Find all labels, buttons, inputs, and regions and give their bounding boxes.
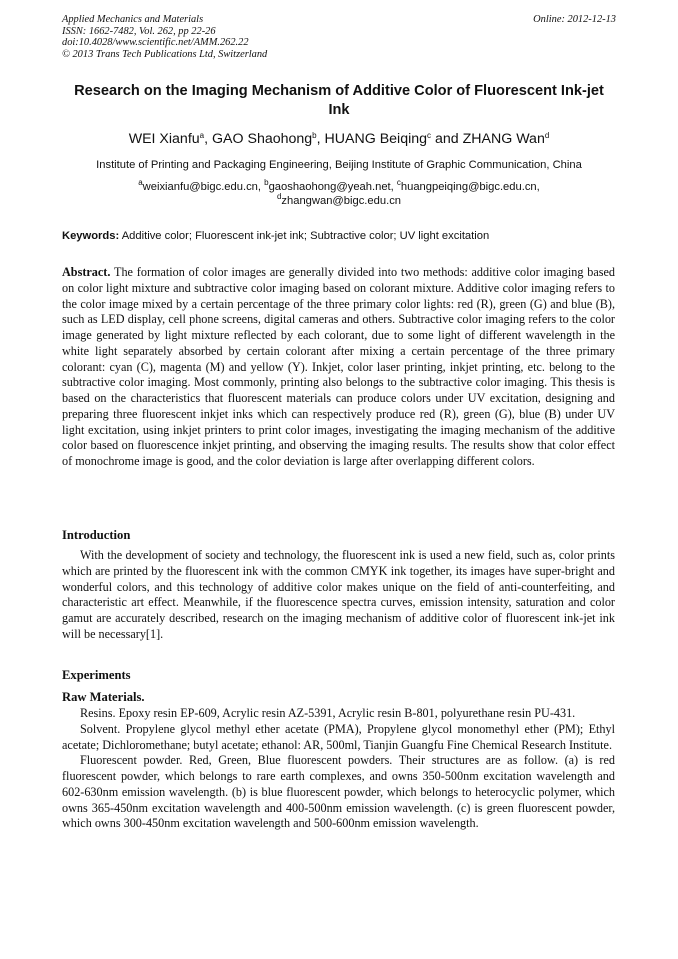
author-name: GAO Shaohong bbox=[212, 131, 313, 147]
journal-header bbox=[62, 14, 616, 60]
introduction-heading: Introduction bbox=[62, 528, 131, 542]
author-name: ZHANG Wan bbox=[462, 131, 545, 147]
paper-title: Research on the Imaging Mechanism of Additive Color of Fluorescent Ink-jet Ink bbox=[74, 83, 604, 118]
author-affil-mark: d bbox=[544, 131, 550, 140]
introduction-text: With the development of society and technology, the fluorescent ink is used a new field, such as, color prints which are printed by the fluorescent ink with the common CMYK ink together, its images have super-bright and wonderful colors, and this technology of additive color makes unique on the field of anti-counterfeiting, and characteristic art effect. Meanwhile, if the fluorescence spectra curves, emission intensity, saturation and color gamut are accurately described, research on the imaging mechanism of additive color of fluorescent ink-jet ink will be necessary[1]. bbox=[62, 548, 615, 641]
email-link[interactable]: huangpeiqing@bigc.edu.cn, bbox=[400, 181, 540, 193]
experiments-heading: Experiments bbox=[62, 668, 131, 682]
powder-paragraph: Fluorescent powder. Red, Green, Blue fluorescent powders. Their structures are as follow. (a) is red fluorescent powder, which belongs to rare earth complexes, and owns 350-500nm excitation wavelength and 602-630nm emission wavelength. (b) is blue fluorescent powder, which belongs to heterocyclic polymer, which owns 365-450nm excitation wavelength and 400-500nm emission wavelength. (c) is green fluorescent powder, which owns 300-450nm excitation wavelength and 500-600nm emission wavelength. bbox=[62, 753, 615, 831]
author-name: WEI Xianfu bbox=[128, 131, 200, 147]
author-name: HUANG Beiqing bbox=[324, 131, 428, 147]
email-link[interactable]: weixianfu@bigc.edu.cn bbox=[142, 181, 258, 193]
email-mark: a bbox=[138, 178, 143, 187]
author-separator: , bbox=[204, 131, 212, 147]
author-affil-mark: c bbox=[427, 131, 432, 140]
keywords bbox=[62, 229, 616, 243]
solvent-paragraph: Solvent. Propylene glycol methyl ether acetate (PMA), Propylene glycol monomethyl ether (PM); Ethyl acetate; Dichloromethane; butyl acetate; ethanol: AR, 500ml, Tianjin Guangfu Fine Chemical Research Institute. bbox=[62, 721, 615, 752]
raw-materials bbox=[62, 706, 615, 832]
email-mark: d bbox=[276, 192, 282, 201]
email-list bbox=[62, 180, 616, 208]
email-mark: b bbox=[264, 178, 269, 187]
keywords-label: Keywords: bbox=[62, 230, 120, 242]
author-affil-mark: a bbox=[199, 131, 205, 140]
email-separator: , bbox=[257, 181, 265, 193]
email-link[interactable]: zhangwan@bigc.edu.cn bbox=[281, 195, 402, 207]
keywords-text: Additive color; Fluorescent ink-jet ink; Subtractive color; UV light excitation bbox=[121, 230, 490, 242]
journal-name: Applied Mechanics and Materials bbox=[62, 14, 204, 25]
abstract bbox=[62, 265, 615, 470]
author-list bbox=[62, 130, 616, 148]
issn-line: ISSN: 1662-7482, Vol. 262, pp 22-26 bbox=[62, 25, 216, 37]
doi-line: doi:10.4028/www.scientific.net/AMM.262.22 bbox=[62, 37, 249, 49]
institution: Institute of Printing and Packaging Engineering, Beijing Institute of Graphic Communication, China bbox=[96, 159, 582, 171]
author-separator: , bbox=[316, 131, 325, 147]
author-affil-mark: b bbox=[312, 131, 317, 140]
resins-paragraph: Resins. Epoxy resin EP-609, Acrylic resin AZ-5391, Acrylic resin B-801, polyurethane resin PU-431. bbox=[80, 706, 576, 720]
email-link[interactable]: gaoshaohong@yeah.net bbox=[268, 181, 391, 193]
author-separator: and bbox=[431, 131, 463, 147]
raw-materials-heading: Raw Materials. bbox=[62, 690, 145, 704]
abstract-label: Abstract. bbox=[62, 265, 111, 279]
online-date: Online: 2012-12-13 bbox=[533, 14, 616, 25]
email-separator: , bbox=[390, 181, 397, 193]
abstract-text: The formation of color images are generally divided into two methods: additive color imaging based on color light mixture and subtractive color imaging based on colorant mixture. Additive color imaging refers to the color image mixed by a certain percentage of the three primary color lights: red (R), green (G) and blue (B), such as LED display, cell phone screens, digital cameras and others. Subtractive color imaging refers to the color image generated by light mixture reflected by each colorant, due to some light of different wavelength in the white light separately absorbed by certain colorant after mixing a certain percentage of the three primary colorant: cyan (C), magenta (M) and yellow (Y). Inkjet, color laser printing, inkjet printing, etc. belong to the subtractive color imaging. Most commonly, printing also belongs to the subtractive color imaging. This thesis is based on the characteristics that fluorescent materials can produce colors under UV excitation, designing and preparing three fluorescent inkjet inks which can respectively produce red (R), green (G), blue (B) under UV light excitation, using inkjet printers to print color images, investigating the imaging mechanism of the additive color based on fluorescence inkjet printing, and observing the imaging results. The results show that color effect of monochrome image is good, and the color deviation is large after overlapping different colors. bbox=[62, 265, 615, 468]
email-mark: c bbox=[396, 178, 401, 187]
copyright-line: © 2013 Trans Tech Publications Ltd, Switzerland bbox=[62, 48, 268, 60]
